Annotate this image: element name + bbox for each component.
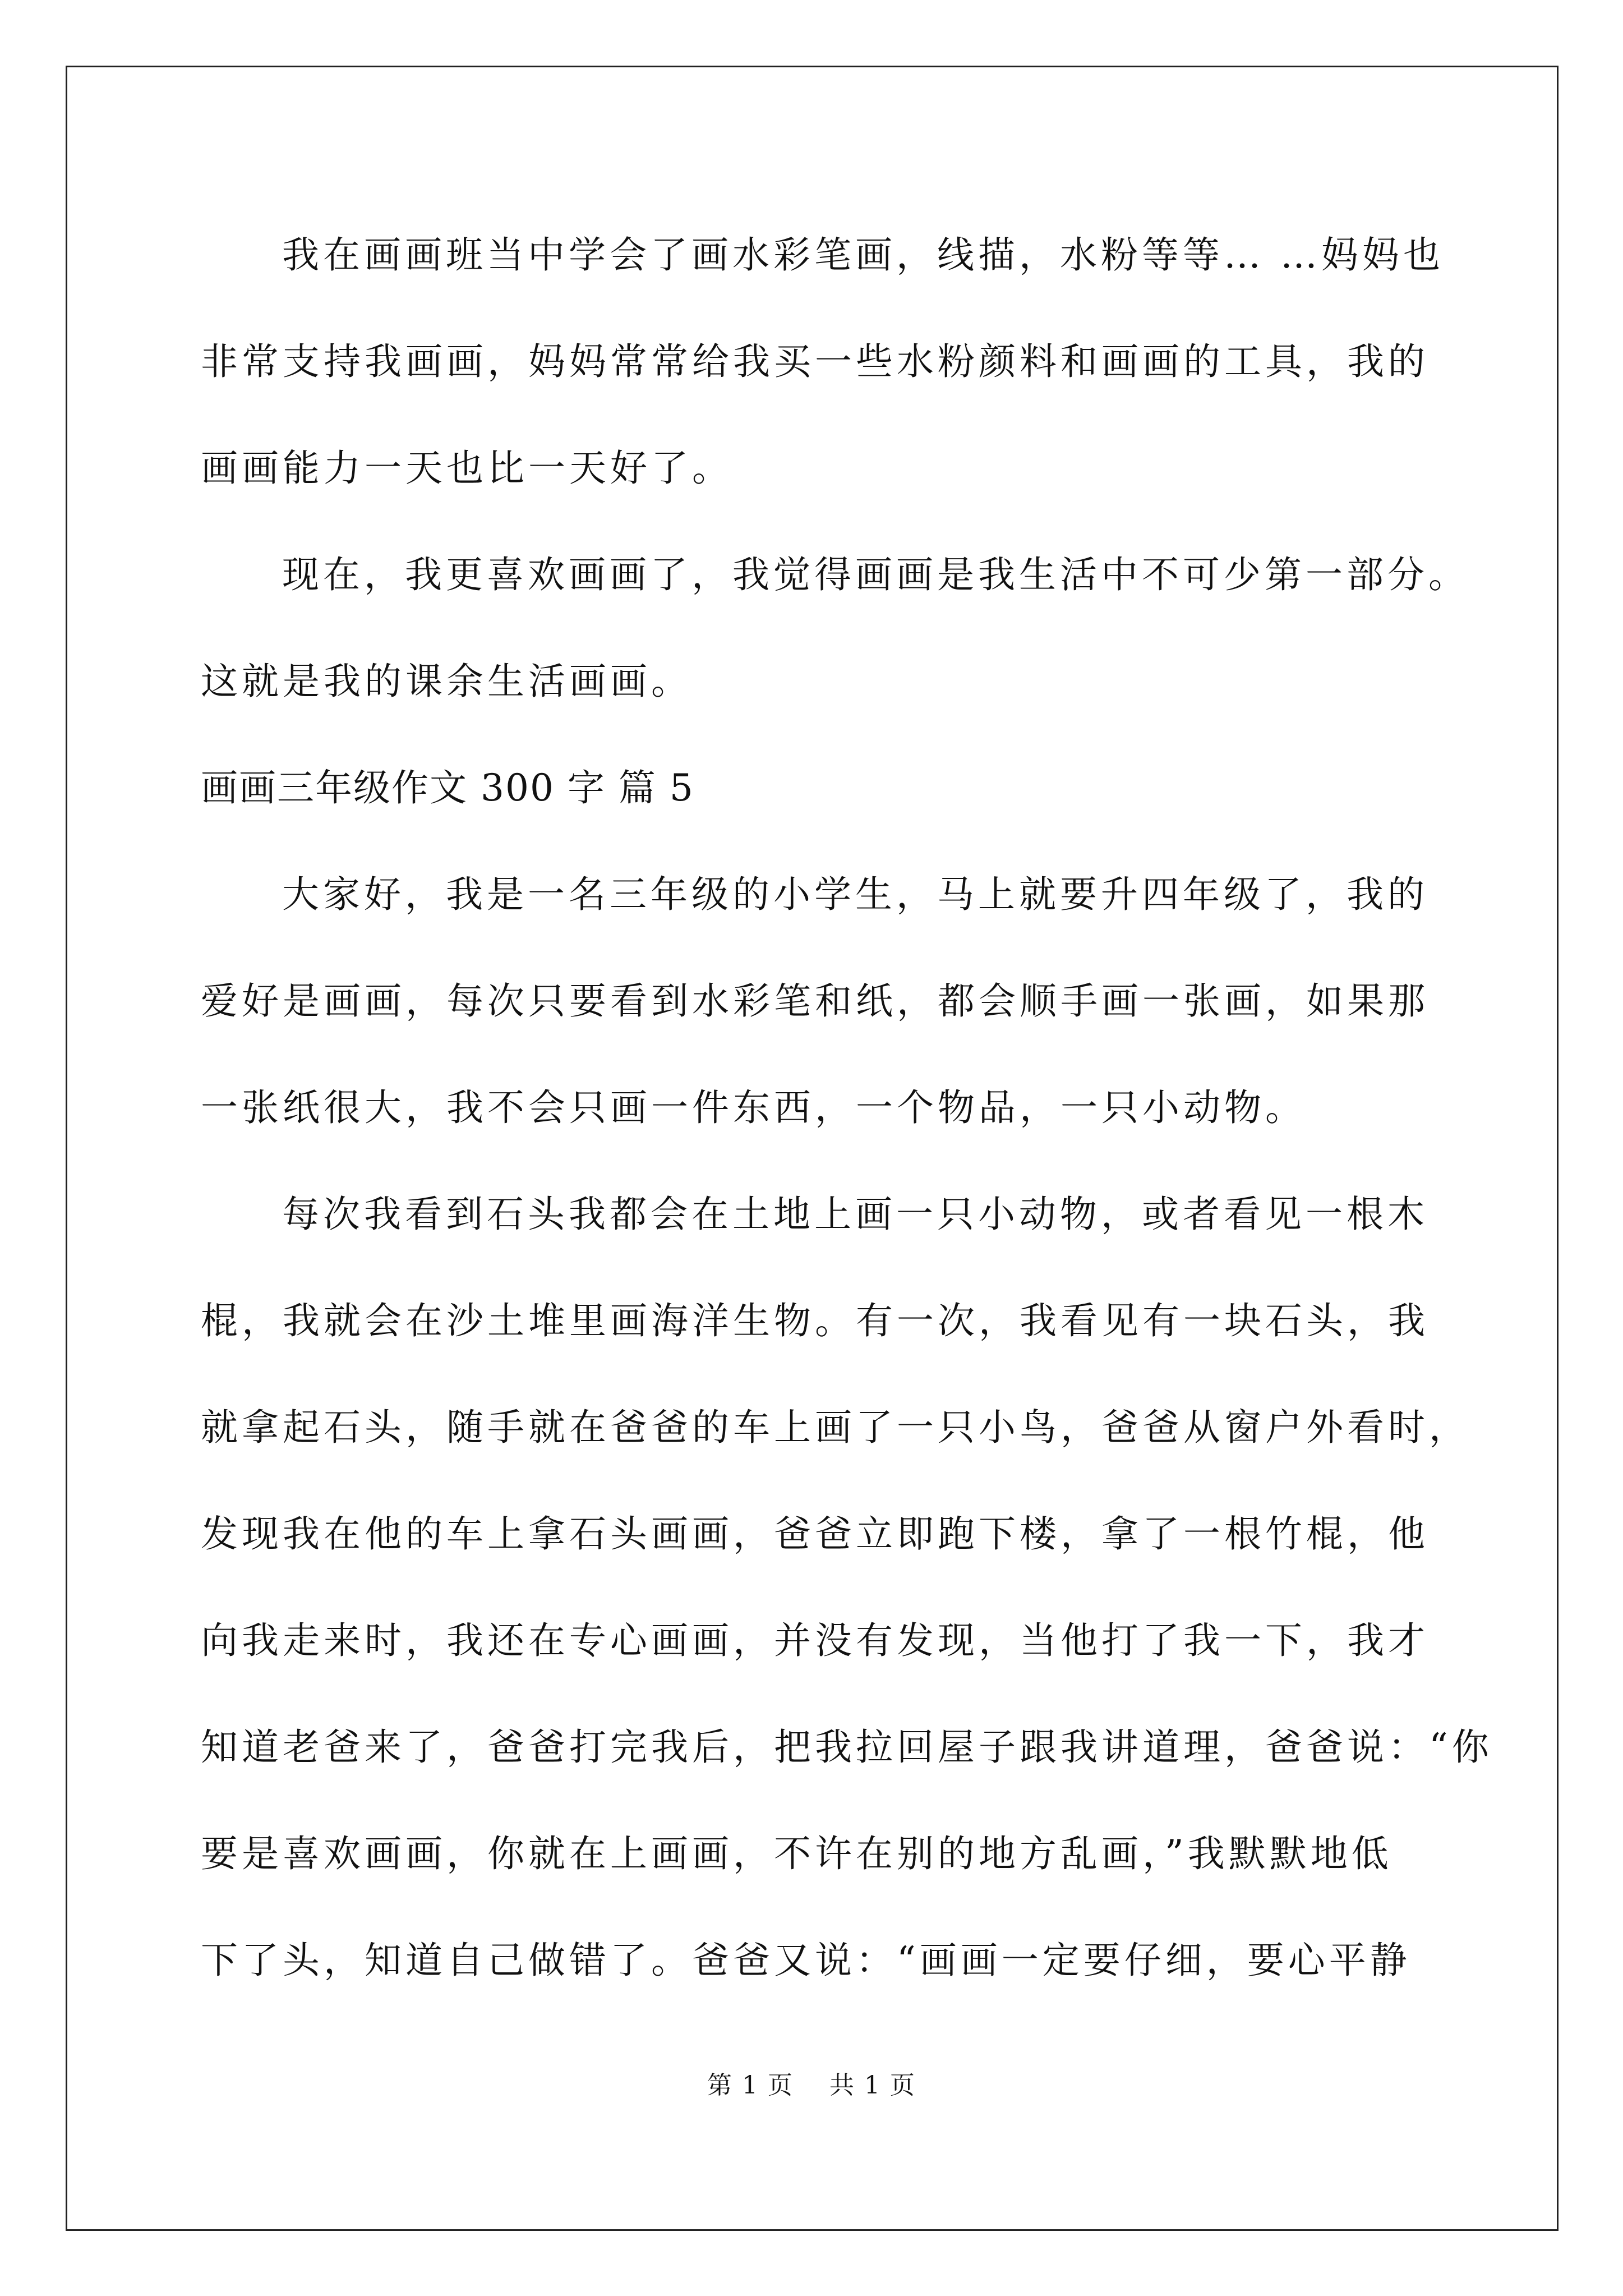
- text-line-1: 我在画画班当中学会了画水彩笔画，线描，水粉等等… …妈妈也: [282, 233, 1444, 277]
- text-line-5: 这就是我的课余生活画画。: [201, 660, 692, 703]
- text-line-10: 每次我看到石头我都会在土地上画一只小动物，或者看见一根木: [282, 1193, 1428, 1236]
- text-line-13: 发现我在他的车上拿石头画画，爸爸立即跑下楼，拿了一根竹棍，他: [201, 1512, 1429, 1556]
- page-number: 第 1 页: [707, 2071, 794, 2100]
- text-line-4: 现在，我更喜欢画画了，我觉得画画是我生活中不可少第一部分。: [282, 553, 1469, 596]
- text-line-3: 画画能力一天也比一天好了。: [201, 447, 733, 490]
- text-line-12: 就拿起石头，随手就在爸爸的车上画了一只小鸟，爸爸从窗户外看时，: [201, 1406, 1470, 1449]
- document-body: [201, 219, 1493, 2031]
- page-total: 共 1 页: [829, 2071, 916, 2100]
- text-line-16: 要是喜欢画画，你就在上画画，不许在别的地方乱画，”我默默地低: [201, 1832, 1393, 1875]
- text-line-8: 爱好是画画，每次只要看到水彩笔和纸，都会顺手画一张画，如果那: [201, 979, 1429, 1023]
- text-line-7: 大家好，我是一名三年级的小学生，马上就要升四年级了，我的: [282, 873, 1428, 916]
- text-line-11: 棍，我就会在沙土堆里画海洋生物。有一次，我看见有一块石头，我: [201, 1299, 1429, 1342]
- text-line-2: 非常支持我画画，妈妈常常给我买一些水粉颜料和画画的工具，我的: [201, 340, 1429, 383]
- text-line-14: 向我走来时，我还在专心画画，并没有发现，当他打了我一下，我才: [201, 1619, 1429, 1662]
- section-heading: 画画三年级作文 300 字 篇 5: [201, 766, 694, 809]
- page-footer: [0, 2069, 1623, 2102]
- text-line-15: 知道老爸来了，爸爸打完我后，把我拉回屋子跟我讲道理，爸爸说：“你: [201, 1726, 1493, 1769]
- text-line-9: 一张纸很大，我不会只画一件东西，一个物品，一只小动物。: [201, 1086, 1306, 1129]
- text-line-17: 下了头，知道自己做错了。爸爸又说：“画画一定要仔细，要心平静: [201, 1939, 1411, 1982]
